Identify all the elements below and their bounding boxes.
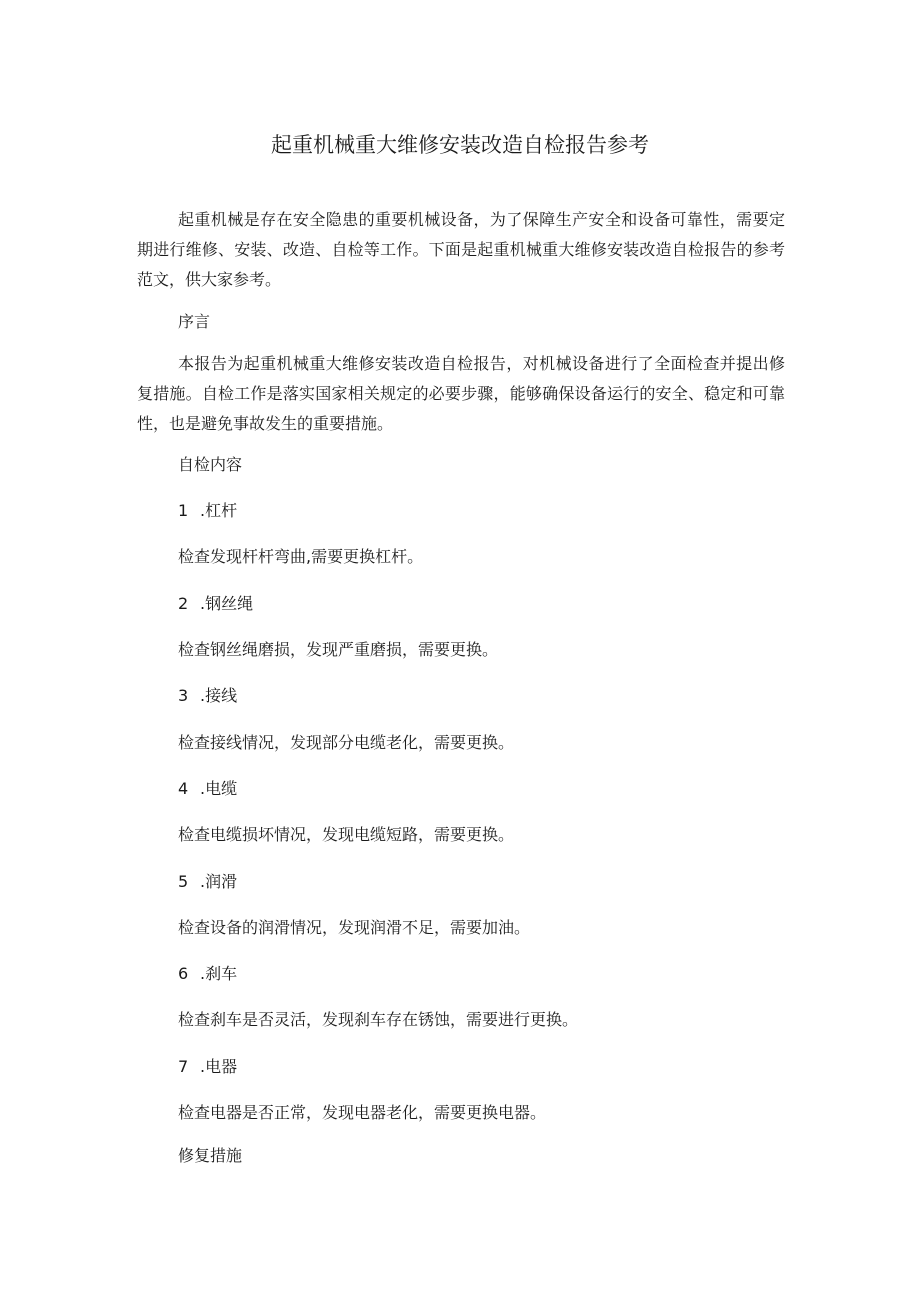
item-detail: 检查电缆损坏情况，发现电缆短路，需要更换。 (178, 825, 515, 844)
item-heading (178, 592, 253, 616)
item-label: .刹车 (200, 964, 238, 983)
item-heading (178, 684, 237, 708)
item-label: .电缆 (200, 779, 238, 798)
item-number: 4 (178, 779, 189, 798)
item-label: .杠杆 (200, 501, 238, 520)
item-heading (178, 777, 237, 801)
item-number: 1 (178, 501, 189, 520)
item-number: 2 (178, 594, 189, 613)
item-label: .电器 (200, 1057, 238, 1076)
item-detail: 检查发现杆杆弯曲,需要更换杠杆。 (178, 547, 424, 566)
item-number: 5 (178, 872, 189, 891)
item-detail: 检查钢丝绳磨损，发现严重磨损，需要更换。 (178, 640, 499, 659)
item-heading (178, 499, 237, 523)
item-detail: 检查刹车是否灵活，发现刹车存在锈蚀，需要进行更换。 (178, 1010, 579, 1029)
item-heading (178, 870, 237, 894)
item-detail: 检查设备的润滑情况，发现润滑不足，需要加油。 (178, 918, 531, 937)
preface-paragraph: 本报告为起重机械重大维修安装改造自检报告，对机械设备进行了全面检查并提出修复措施。自检工作是落实国家相关规定的必要步骤，能够确保设备运行的安全、稳定和可靠性，也是避免事故发生的重要措施。 (137, 354, 785, 433)
item-number: 3 (178, 686, 189, 705)
preface-heading: 序言 (178, 312, 211, 331)
item-heading (178, 962, 237, 986)
intro-paragraph: 起重机械是存在安全隐患的重要机械设备，为了保障生产安全和设备可靠性，需要定期进行维修、安装、改造、自检等工作。下面是起重机械重大维修安装改造自检报告的参考范文，供大家参考。 (137, 210, 785, 289)
item-label: .润滑 (200, 872, 238, 891)
item-label: .钢丝绳 (200, 594, 254, 613)
item-label: .接线 (200, 686, 238, 705)
item-detail: 检查接线情况，发现部分电缆老化，需要更换。 (178, 733, 515, 752)
item-detail: 检查电器是否正常，发现电器老化，需要更换电器。 (178, 1103, 547, 1122)
item-heading (178, 1055, 237, 1079)
item-number: 7 (178, 1057, 189, 1076)
item-number: 6 (178, 964, 189, 983)
content-heading: 自检内容 (178, 455, 243, 474)
document-title: 起重机械重大维修安装改造自检报告参考 (271, 133, 649, 157)
repair-heading: 修复措施 (178, 1146, 243, 1165)
